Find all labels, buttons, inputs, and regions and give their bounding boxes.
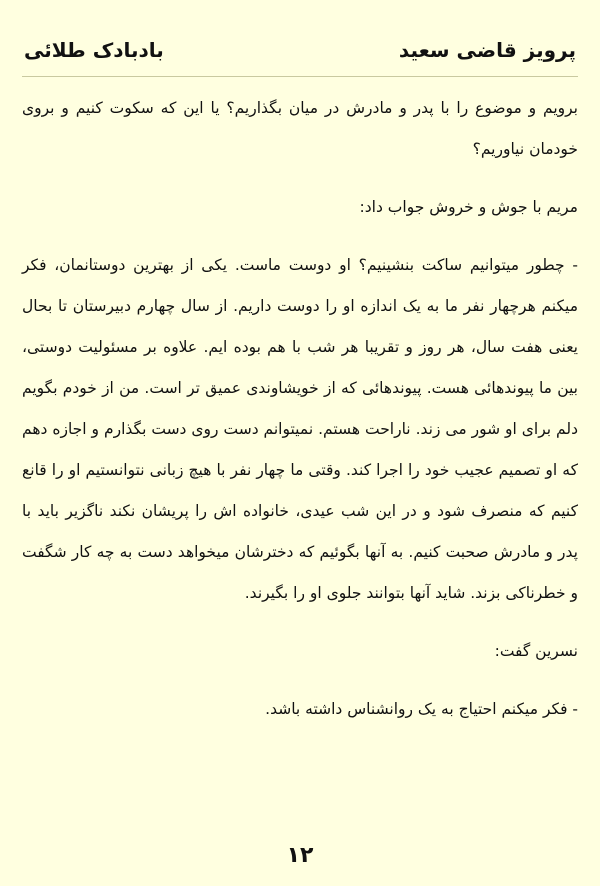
- paragraph: برویم و موضوع را با پدر و مادرش در میان بگذاریم؟ یا این که سکوت کنیم و بروی خودمان نیاوریم؟: [22, 99, 578, 158]
- author-name: پرویز قاضی سعید: [398, 38, 576, 62]
- book-title: بادبادک طلائی: [24, 38, 164, 62]
- header-divider: [22, 76, 578, 77]
- paragraph: - فکر میکنم احتیاج به یک روانشناس داشته باشد.: [265, 700, 578, 718]
- paragraph: مریم با جوش و خروش جواب داد:: [359, 198, 578, 216]
- paragraph: - چطور میتوانیم ساکت بنشینیم؟ او دوست ماست. یکی از بهترین دوستانمان، فکر میکنم هرچهار نفر ما به یک اندازه او را دوست داریم. از سال چهارم دبیرستان تا بحال یعنی هفت سال، هر روز و تقریبا هر شب با هم بوده ایم. علاوه بر مسئولیت دوستی، بین ما پیوندهائی هست. پیوندهائی که از خویشاوندی عمیق تر است. من از خودم بگویم دلم برای او شور می زند. ناراحت هستم. نمیتوانم دست روی دست بگذارم و اجازه دهم که او تصمیم عجیب خود را اجرا کند. وقتی ما چهار نفر با هیچ زبانی نتوانستیم او را قانع کنیم که منصرف شود و در این شب عیدی، خانواده اش را پریشان نکند ناگزیر باید با پدر و مادرش صحبت کنیم. به آنها بگوئیم که دخترشان میخواهد دست به چه کار شگفت و خطرناکی بزند. شاید آنها بتوانند جلوی او را بگیرند.: [22, 256, 578, 602]
- page-number: ۱۲: [286, 843, 314, 868]
- running-header: [24, 38, 576, 74]
- body-text: [22, 88, 578, 747]
- paragraph: نسرین گفت:: [494, 642, 578, 660]
